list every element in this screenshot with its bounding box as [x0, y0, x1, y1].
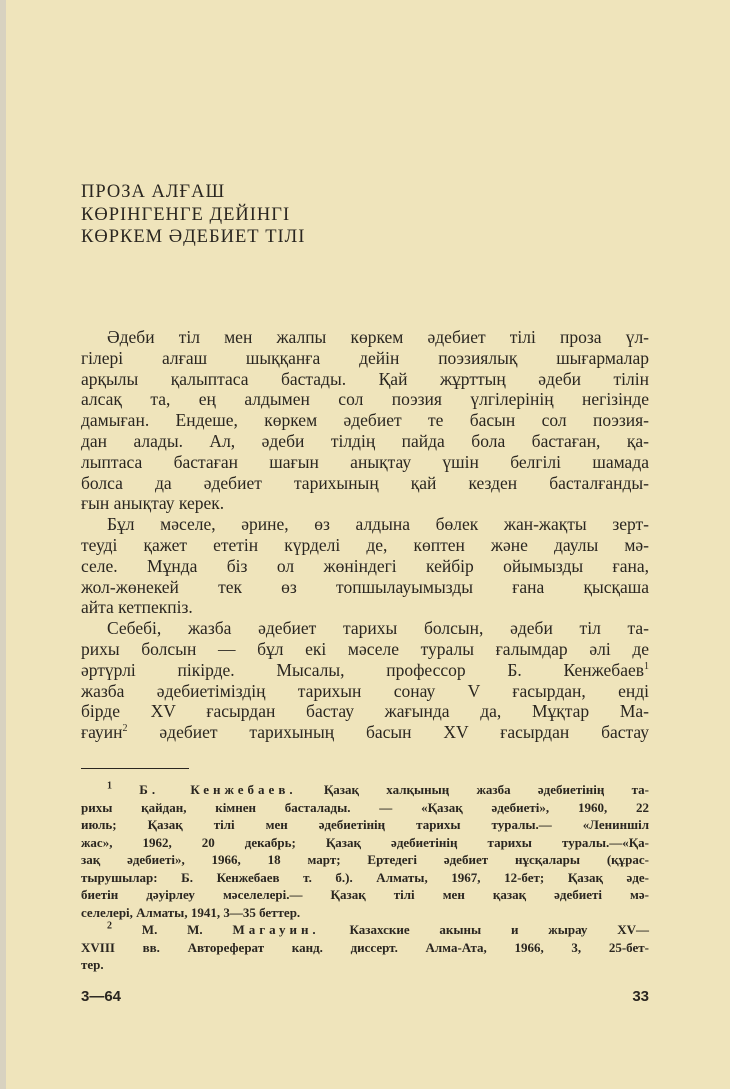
- text-line: рихы болсын — бұл екі мәселе туралы ғалымдар әлі де: [81, 638, 649, 659]
- text-line: дамыған. Ендеше, көркем әдебиет те басын сол поэзия-: [81, 410, 649, 431]
- text-line: айта кетпекпіз.: [81, 597, 193, 618]
- footnote-ref: 1: [644, 660, 649, 672]
- footnote-line: тырушылар: Б. Кенжебаев т. б.). Алматы, 1967, 12-бет; Қазақ әде-: [81, 869, 649, 885]
- footnote-initials: М. М.: [141, 922, 203, 937]
- footnote-line: рихы қайдан, кімнен басталады. — «Қазақ әдебиеті», 1960, 22: [81, 799, 649, 815]
- text-line: Әдеби тіл мен жалпы көркем әдебиет тілі проза үл-: [107, 327, 649, 347]
- printer-signature: 3—64: [81, 988, 122, 1005]
- text-line: дан алады. Ал, әдеби тілдің пайда бола бастаған, қа-: [81, 430, 649, 451]
- footnote-line: биетін дәуірлеу мәселелері.— Қазақ тілі мен қазақ әдебиеті мә-: [81, 887, 649, 902]
- text-span: ғауин: [81, 722, 123, 743]
- footnote-author: Магауин.: [232, 922, 320, 937]
- footnotes: [81, 781, 649, 974]
- title-line: ПРОЗА АЛҒАШ: [81, 182, 226, 202]
- text-line: [81, 722, 649, 743]
- text-span: әдебиет тарихының басын XV ғасырдан бастау: [159, 722, 650, 743]
- text-line: бірде XV ғасырдан бастау жағында да, Мұқтар Ма-: [81, 701, 649, 722]
- footnote-line: жас», 1962, 20 декабрь; Қазақ әдебиетінің тарихы туралы.—«Қа-: [81, 834, 649, 850]
- text-span: әртүрлі пікірде. Мысалы, профессор Б. Кенжебаев: [81, 659, 644, 680]
- page-number: 33: [632, 988, 649, 1005]
- text-line: теуді қажет ететін күрделі де, көптен және даулы мә-: [81, 534, 649, 555]
- title-line: КӨРКЕМ ӘДЕБИЕТ ТІЛІ: [81, 227, 306, 247]
- text-line: Себебі, жазба әдебиет тарихы болсын, әдеби тіл та-: [107, 618, 649, 639]
- text-line: ғын анықтау керек.: [81, 493, 225, 514]
- title-line: КӨРІНГЕНГЕ ДЕЙІНГІ: [81, 204, 291, 225]
- text-line: Бұл мәселе, әрине, өз алдына бөлек жан-жақты зерт-: [107, 514, 649, 535]
- text-span: Қазақ халқының жазба әдебиетінің та-: [323, 782, 649, 797]
- footnote-line: [81, 921, 649, 939]
- chapter-title: [81, 181, 305, 249]
- footnote-ref: 2: [122, 723, 128, 735]
- text-line: арқылы қалыптаса бастады. Қай жұрттың әдеби тілін: [81, 368, 649, 389]
- text-span: Казахские акыны и жырау XV—: [349, 922, 649, 937]
- footnote-mark: 1: [107, 780, 112, 792]
- text-line: селе. Мұнда біз ол жөніндегі кейбір ойымызды ғана,: [81, 555, 649, 576]
- footnote-author: Б. Кенжебаев.: [139, 782, 297, 797]
- scan-edge: [0, 0, 6, 1089]
- footnote-line: тер.: [81, 957, 104, 972]
- footnote-line: зақ әдебиеті», 1966, 18 март; Ертедегі әдебиет нұсқалары (құрас-: [81, 852, 649, 867]
- text-line: алсақ та, ең алдымен сол поэзия үлгілерінің негізінде: [81, 389, 649, 410]
- footnote-line: XVIII вв. Автореферат канд. диссерт. Алма-Ата, 1966, 3, 25-бет-: [81, 939, 649, 955]
- text-line: гілері алғаш шыққанға дейін поэзиялық шығармалар: [81, 347, 649, 368]
- text-line: жол-жөнекей тек өз топшылауымызды ғана қысқаша: [81, 576, 649, 597]
- text-line: болса да әдебиет тарихының қай кезден басталғанды-: [81, 472, 649, 493]
- text-line: жазба әдебиетіміздің тарихын сонау V ғасырдан, енді: [81, 680, 649, 701]
- text-line: [81, 660, 649, 681]
- body-text: [81, 327, 649, 743]
- footnote-line: [81, 781, 649, 799]
- footnote-line: июль; Қазақ тілі мен әдебиетінің тарихы туралы.— «Лениншіл: [81, 817, 649, 832]
- footnote-mark: 2: [107, 920, 112, 932]
- text-line: лыптаса бастаған шағын анықтау үшін белгілі шамада: [81, 451, 649, 472]
- footnote-divider: [81, 768, 189, 769]
- footnote-line: селелері, Алматы, 1941, 3—35 беттер.: [81, 904, 301, 920]
